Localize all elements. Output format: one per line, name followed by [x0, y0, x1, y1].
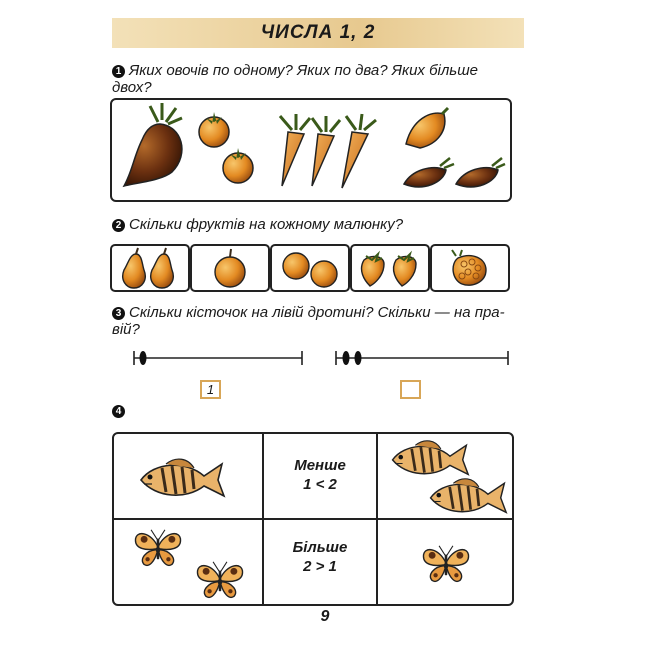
carrot-icon [342, 114, 376, 188]
col-divider [376, 434, 378, 604]
fish-icon [136, 456, 226, 501]
less-expression: 1 < 2 [303, 476, 337, 493]
butterfly-icon [132, 526, 184, 570]
carrot-icon [312, 116, 340, 186]
beet-icon [124, 103, 182, 186]
comparison-table [112, 432, 514, 606]
raspberry-icon [432, 246, 508, 290]
task-number-4: 4 [112, 405, 125, 418]
pear-icon [112, 246, 188, 290]
task-number-1: 1 [112, 65, 125, 78]
fruit-box-pears [110, 244, 190, 292]
task-4-label [112, 402, 129, 419]
fruit-box-raspberry [430, 244, 510, 292]
fish-icon [426, 476, 508, 517]
less-word: Менше [294, 457, 346, 474]
abacus-wires [128, 346, 518, 370]
task-1-line2: двох? [112, 79, 152, 96]
strawberry-icon [352, 246, 428, 290]
more-label [264, 538, 376, 576]
apple-icon [192, 246, 268, 290]
vegetables-frame [110, 98, 512, 202]
right-wire [336, 351, 508, 365]
task-3-text [112, 304, 522, 338]
bead [343, 351, 350, 365]
bead [140, 351, 147, 365]
butterfly-icon [194, 558, 246, 602]
page-number: 9 [320, 608, 330, 625]
more-expression: 2 > 1 [303, 558, 337, 575]
bead [355, 351, 362, 365]
pepper-icon [456, 158, 505, 187]
more-word: Більше [292, 539, 348, 556]
task-1-line1: Яких овочів по одному? Яких по два? Яких більше [129, 62, 478, 79]
row-divider [114, 518, 512, 520]
title-banner [112, 18, 524, 48]
right-answer-box[interactable] [400, 380, 421, 399]
task-number-2: 2 [112, 219, 125, 232]
left-answer-box[interactable]: 1 [200, 380, 221, 399]
fruit-box-apple [190, 244, 270, 292]
tomato-icon [199, 112, 229, 147]
pepper-icon [406, 108, 448, 148]
task-3-line1: Скільки кісточок на лівій дротині? Скільки — на пра- [129, 304, 505, 321]
apricot-icon [272, 246, 348, 290]
task-2-text [112, 216, 522, 233]
carrot-icon [280, 114, 310, 186]
task-2-line1: Скільки фруктів на кожному малюнку? [129, 216, 404, 233]
tomato-icon [223, 148, 253, 183]
vegetables-illustration [112, 100, 510, 200]
task-1-text [112, 62, 522, 96]
task-3-line2: вій? [112, 321, 140, 338]
less-label [264, 456, 376, 494]
fruit-box-apricots [270, 244, 350, 292]
butterfly-icon [420, 542, 472, 586]
task-number-3: 3 [112, 307, 125, 320]
fish-icon [388, 438, 470, 479]
page-title: ЧИСЛА 1, 2 [260, 22, 376, 43]
pepper-icon [404, 158, 454, 187]
left-wire [134, 351, 302, 365]
fruit-box-strawberries [350, 244, 430, 292]
